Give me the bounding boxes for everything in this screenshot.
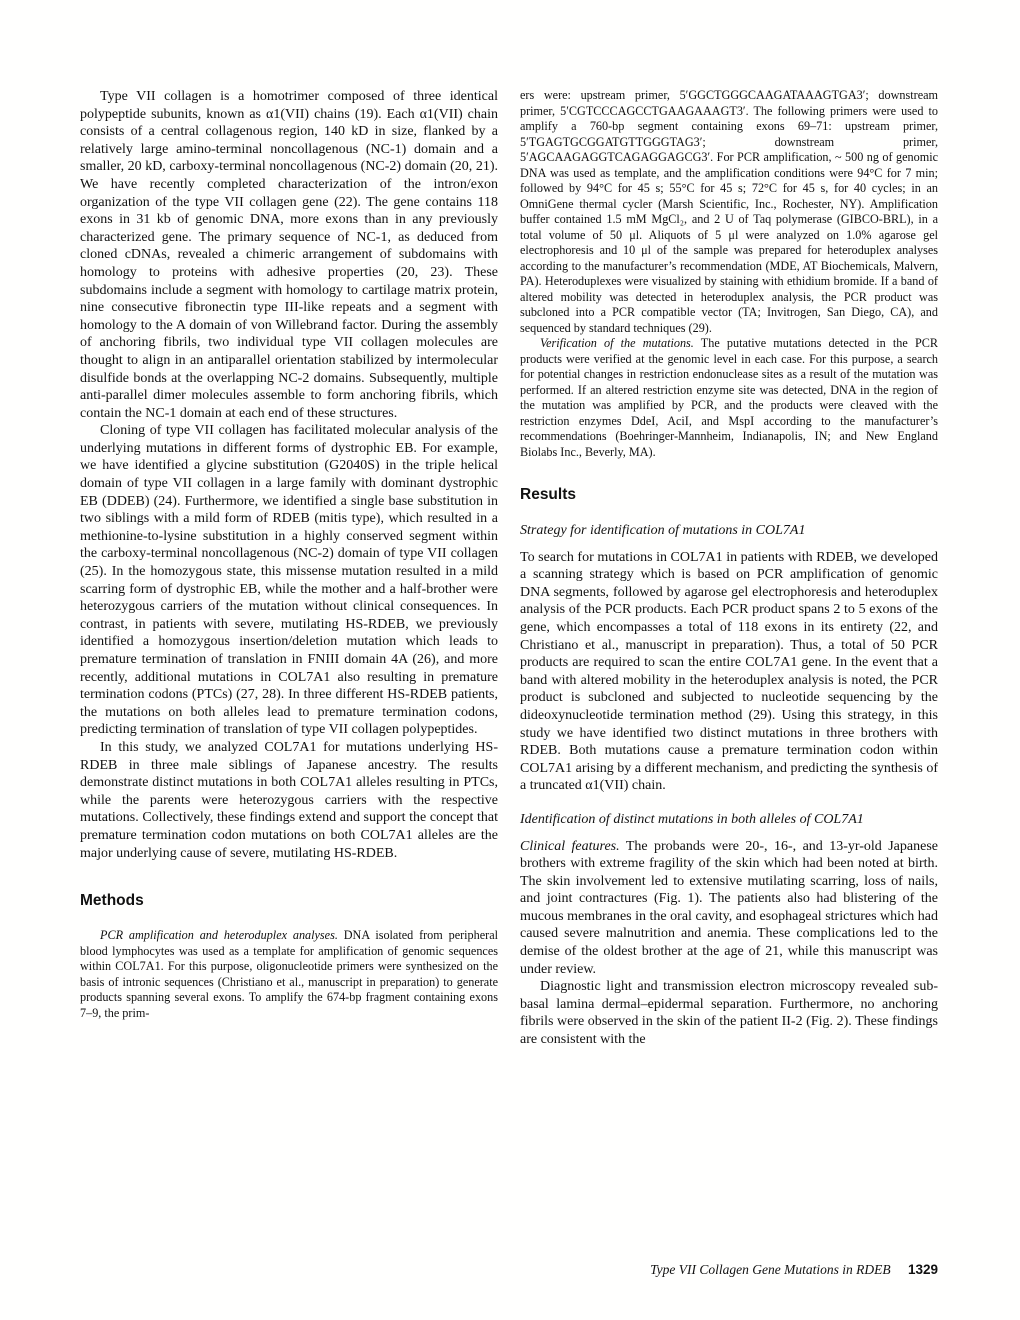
methods-verification-body: The putative mutations detected in the PCR products were verified at the genomic level in each case. For this purpose, a search for potential changes in restriction endonuclease sites as a result of the mutation was performed. If an altered restriction enzyme site was detected, DNA in the region of the mutation was amplified by PCR, and the products were cleaved with the restriction enzymes DdeI, AciI, and MspI according to the manufacturer’s recommendations (Boehringer-Mannheim, Indianapolis, IN; and New England Biolabs Inc., Beverly, MA). — [520, 336, 939, 459]
methods-pcr-paragraph — [80, 928, 498, 1021]
diagnostic-paragraph: Diagnostic light and transmission electron microscopy revealed sub-basal lamina dermal–epidermal separation. Furthermore, no anchoring fibrils were observed in the skin of the patient II-2 (Fig. 2). These findings are consistent with the — [520, 979, 938, 1048]
left-column — [80, 88, 498, 1049]
page-footer — [650, 1262, 938, 1278]
intro-paragraph-2: Cloning of type VII collagen has facilitated molecular analysis of the underlying mutations in different forms of dystrophic EB. For example, we have identified a glycine substitution (G2040S) in the triple helical domain of type VII collagen in a large family with dominant dystrophic EB (DDEB) (24). Furthermore, we identified a single base substitution in two siblings with a mild form of RDEB (mitis type), which resulted in a methionine-to-lysine substitution in a highly conserved segment within the carboxy-terminal noncollagenous (NC-2) domain of type VII collagen (25). In the homozygous state, this missense mutation resulted in a mild scarring form of dystrophic EB, while the mother and a half-brother were heterozygous carriers of the mutation without clinical consequences. In contrast, in patients with severe, mutilating HS-RDEB, we previously identified a homozygous insertion/deletion mutation which leads to premature termination of translation in FNIII domain 4A (26), and more recently, additional mutations in COL7A1 also resulting in premature termination codons (PTCs) (27, 28). In three different HS-RDEB patients, the mutations on both alleles lead to premature termination codons, predicting termination of translation of type VII collagen polypeptides. — [80, 423, 498, 738]
intro-paragraph-1: Type VII collagen is a homotrimer composed of three identical polypeptide subunits, known as α1(VII) chains (19). Each α1(VII) chain consists of a central collagenous region, 140 kD in size, flanked by a relatively large amino-terminal noncollagenous (NC-1) domain and a smaller, 20 kD, carboxy-terminal noncollagenous (NC-2) domain (20, 21). We have recently completed characterization of the intron/exon organization of the type VII collagen gene (22). The gene contains 118 exons in 31 kb of genomic DNA, more exons than in any previously characterized gene. The primary sequence of NC-1, as deduced from cloned cDNAs, revealed a chimeric arrangement of subdomains with homology to proteins with adhesive properties (20, 23). These subdomains include a segment with homology to cartilage matrix protein, nine consecutive fibronectin type III-like repeats and a segment with homology to the A domain of von Willebrand factor. During the assembly of anchoring fibrils, two individual type VII collagen molecules are thought to align in an antiparallel orientation stabilized by intermolecular disulfide bonds at the overlapping NC-2 domains. Subsequently, multiple anti-parallel dimer molecules assemble to form anchoring fibrils, which contain the NC-1 domain at each end of these structures. — [80, 89, 498, 421]
strategy-paragraph: To search for mutations in COL7A1 in patients with RDEB, we developed a scanning strategy which is based on PCR amplification of genomic DNA segments, followed by agarose gel electrophoresis and heteroduplex analysis of the PCR products. Each PCR product spans 2 to 5 exons of the gene, which encompasses a total of 118 exons in its entirety (22, and Christiano et al., manuscript in preparation). Thus, a total of 50 PCR products are required to scan the entire COL7A1 gene. In the event that a band with altered mobility in the heteroduplex analysis is noted, the PCR product is subcloned and subjected to nucleotide sequencing by the dideoxynucleotide termination method (29). Using this strategy, in this study we have identified two distinct mutations in three brothers with RDEB. Both mutations cause a premature termination codon within COL7A1 arising by a different mechanism, and predicting the synthesis of a truncated α1(VII) chain. — [520, 549, 938, 794]
methods-pcr-lead: PCR amplification and heteroduplex analyses. — [100, 928, 338, 943]
right-column — [520, 88, 938, 1049]
methods-pcr-continuation: ers were: upstream primer, 5′GGCTGGGCAAGATAAAGTGA3′; downstream primer, 5′CGTCCCAGCCTGAAGAAAGT3′. The following primers were used to amplify a 760-bp segment containing exons 69–71: upstream primer, 5′TGAGTGCGGATGTTGGGTAG3′; downstream primer, 5′AGCAAGAGGTCAGAGGAGCG3′. For PCR amplification, ~ 500 ng of genomic DNA was used as template, and the amplification conditions were 94°C for 7 min; followed by 94°C for 45 s; 55°C for 45 s; 72°C for 45 s, for 40 cycles; in an OmniGene thermal cycler (Marsh Scientific, Inc., Rochester, NY). Amplification buffer contained 1.5 mM MgCl₂, and 2 U of Taq polymerase (GIBCO-BRL), in a total volume of 50 μl. Aliquots of 5 μl were analyzed on 1.0% agarose gel electrophoresis and 10 μl of the sample was prepared for heteroduplex analyses according to the manufacturer’s recommendation (MDE, AT Biochemicals, Malvern, PA). Heteroduplexes were visualized by staining with ethidium bromide. If a band of altered mobility was detected in heteroduplex analysis, the PCR product was subcloned into a PCR compatible vector (TA; Invitrogen, San Diego, CA), and sequenced by standard techniques (29). — [520, 88, 938, 335]
identification-subheading: Identification of distinct mutations in both alleles of COL7A1 — [520, 811, 864, 827]
clinical-features-body: The probands were 20-, 16-, and 13-yr-old Japanese brothers with extreme fragility of the skin which had been noted at birth. The skin involvement led to extensive mutilating scarring, loss of nails, and joint contractures (Fig. 1). The patients also had blistering of the mucous membranes in the oral cavity, and esophageal strictures which had caused severe malnutrition and anemia. These complications led to the demise of the oldest brother at the age of 21, while this manuscript was under review. — [520, 838, 938, 977]
methods-verification-lead: Verification of the mutations. — [540, 336, 694, 350]
strategy-subheading: Strategy for identification of mutations in COL7A1 — [520, 523, 806, 538]
page-number: 1329 — [907, 1262, 938, 1277]
clinical-features-lead: Clinical features. — [520, 838, 620, 854]
methods-verification-paragraph — [520, 336, 938, 460]
clinical-features-paragraph — [520, 838, 938, 979]
two-column-layout — [80, 88, 938, 1049]
methods-heading: Methods — [80, 892, 144, 910]
results-heading: Results — [520, 486, 576, 503]
intro-paragraph-3: In this study, we analyzed COL7A1 for mutations underlying HS-RDEB in three male siblings of Japanese ancestry. The results demonstrate distinct mutations in both COL7A1 alleles resulting in PTCs, while the parents were heterozygous carriers with the respective mutations. Collectively, these findings extend and support the concept that premature termination codon mutations on both COL7A1 alleles are the major underlying cause of severe, mutilating HS-RDEB. — [80, 739, 498, 861]
methods-pcr-body: DNA isolated from peripheral blood lymphocytes was used as a template for amplification of genomic sequences within COL7A1. For this purpose, oligonucleotide primers were synthesized on the basis of intronic sequences (Christiano et al., manuscript in preparation) to generate products spanning several exons. To amplify the 674-bp fragment containing exons 7–9, the prim- — [80, 928, 499, 1020]
running-title: Type VII Collagen Gene Mutations in RDEB — [650, 1262, 891, 1277]
